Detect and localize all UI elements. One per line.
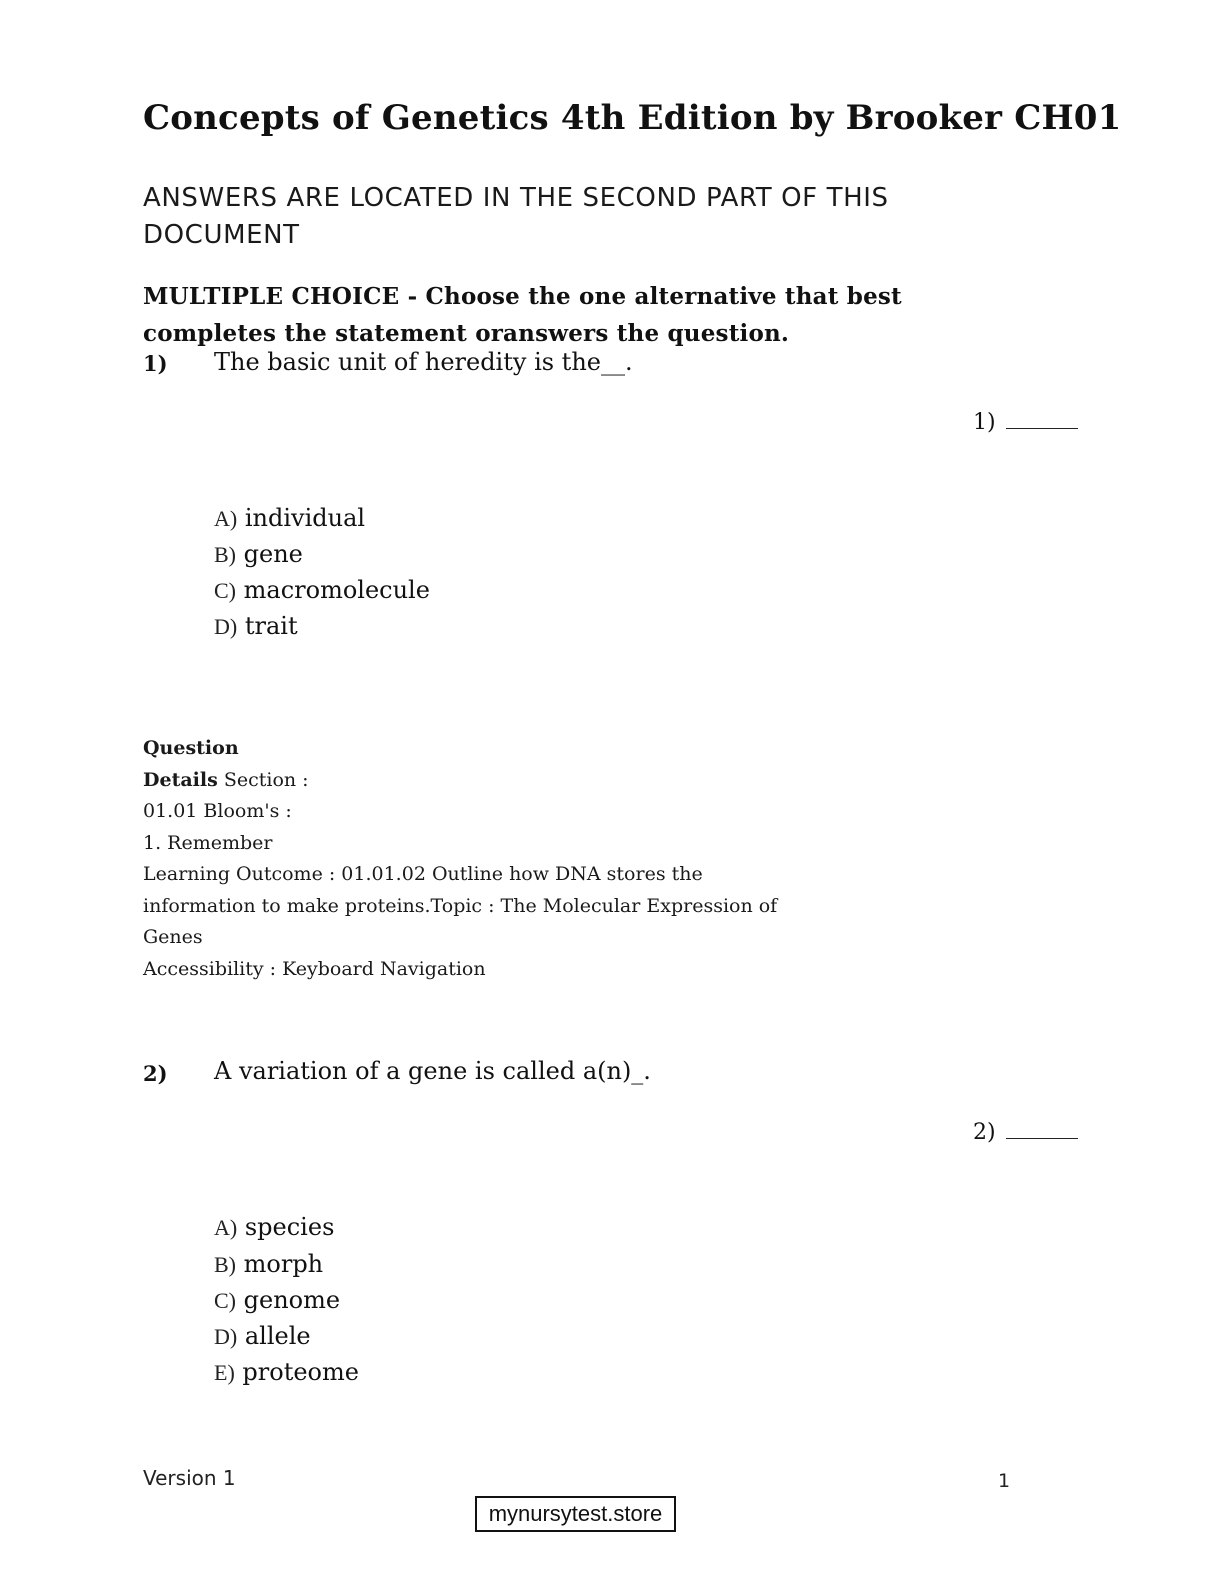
choice-letter: B)	[214, 1252, 236, 1277]
details-accessibility: Accessibility : Keyboard Navigation	[143, 957, 486, 980]
document-title: Concepts of Genetics 4th Edition by Brooker CH01	[143, 98, 1122, 138]
page-number: 1	[998, 1470, 1011, 1492]
details-learning-outcome-1: Learning Outcome : 01.01.02 Outline how DNA stores the	[143, 863, 703, 885]
choice-text: proteome	[242, 1358, 359, 1386]
question-2-choice-e[interactable]	[214, 1358, 359, 1386]
choice-text: morph	[243, 1250, 324, 1278]
question-1-number: 1)	[143, 351, 168, 376]
footer-version: Version 1	[143, 1466, 236, 1490]
question-2-choice-c[interactable]	[214, 1286, 340, 1314]
watermark-box: mynursytest.store	[475, 1496, 676, 1532]
choice-text: genome	[243, 1286, 341, 1314]
answer-blank-line	[1006, 427, 1078, 429]
choice-letter: E)	[214, 1360, 235, 1385]
answers-location-banner: ANSWERS ARE LOCATED IN THE SECOND PART OF THIS DOCUMENT	[143, 183, 889, 250]
details-blooms-value: 1. Remember	[143, 831, 273, 854]
choice-letter: D)	[214, 1324, 238, 1349]
choice-text: individual	[244, 504, 366, 532]
question-1-choice-d[interactable]	[214, 612, 298, 640]
question-2-choice-d[interactable]	[214, 1322, 311, 1350]
choice-letter: A)	[214, 506, 238, 531]
choice-letter: B)	[214, 542, 236, 567]
answer-blank-label: 1)	[973, 410, 996, 435]
instructions: MULTIPLE CHOICE - Choose the one alternative that best completes the statement oranswers the question.	[143, 283, 902, 347]
choice-text: macromolecule	[243, 576, 430, 604]
choice-letter: A)	[214, 1215, 238, 1240]
details-learning-outcome-2: information to make proteins.Topic : The Molecular Expression of	[143, 894, 778, 917]
question-1-choice-a[interactable]	[214, 504, 365, 532]
question-2-choice-a[interactable]	[214, 1213, 334, 1241]
question-1-choice-b[interactable]	[214, 540, 303, 568]
choice-text: allele	[244, 1322, 311, 1350]
details-section-value: 01.01 Bloom's :	[143, 800, 292, 822]
details-section-label: Section :	[223, 768, 309, 791]
choice-letter: D)	[214, 614, 238, 639]
question-2-choice-b[interactable]	[214, 1250, 323, 1278]
answer-blank-label: 2)	[973, 1120, 996, 1145]
choice-letter: C)	[214, 1288, 236, 1313]
details-learning-outcome-3: Genes	[143, 926, 203, 948]
question-1-text: The basic unit of heredity is the__.	[214, 348, 633, 376]
question-1-answer-blank[interactable]	[973, 410, 1078, 435]
answer-blank-line	[1006, 1137, 1078, 1139]
choice-text: trait	[244, 612, 298, 640]
question-2-answer-blank[interactable]	[973, 1120, 1078, 1145]
details-heading-2: Details	[143, 768, 218, 791]
choice-text: species	[244, 1213, 335, 1241]
question-1-choice-c[interactable]	[214, 576, 430, 604]
question-details	[143, 733, 903, 985]
choice-letter: C)	[214, 578, 236, 603]
details-heading: Question	[143, 737, 239, 759]
question-2-text: A variation of a gene is called a(n)_.	[214, 1057, 651, 1085]
choice-text: gene	[243, 540, 303, 568]
question-2-number: 2)	[143, 1061, 168, 1086]
